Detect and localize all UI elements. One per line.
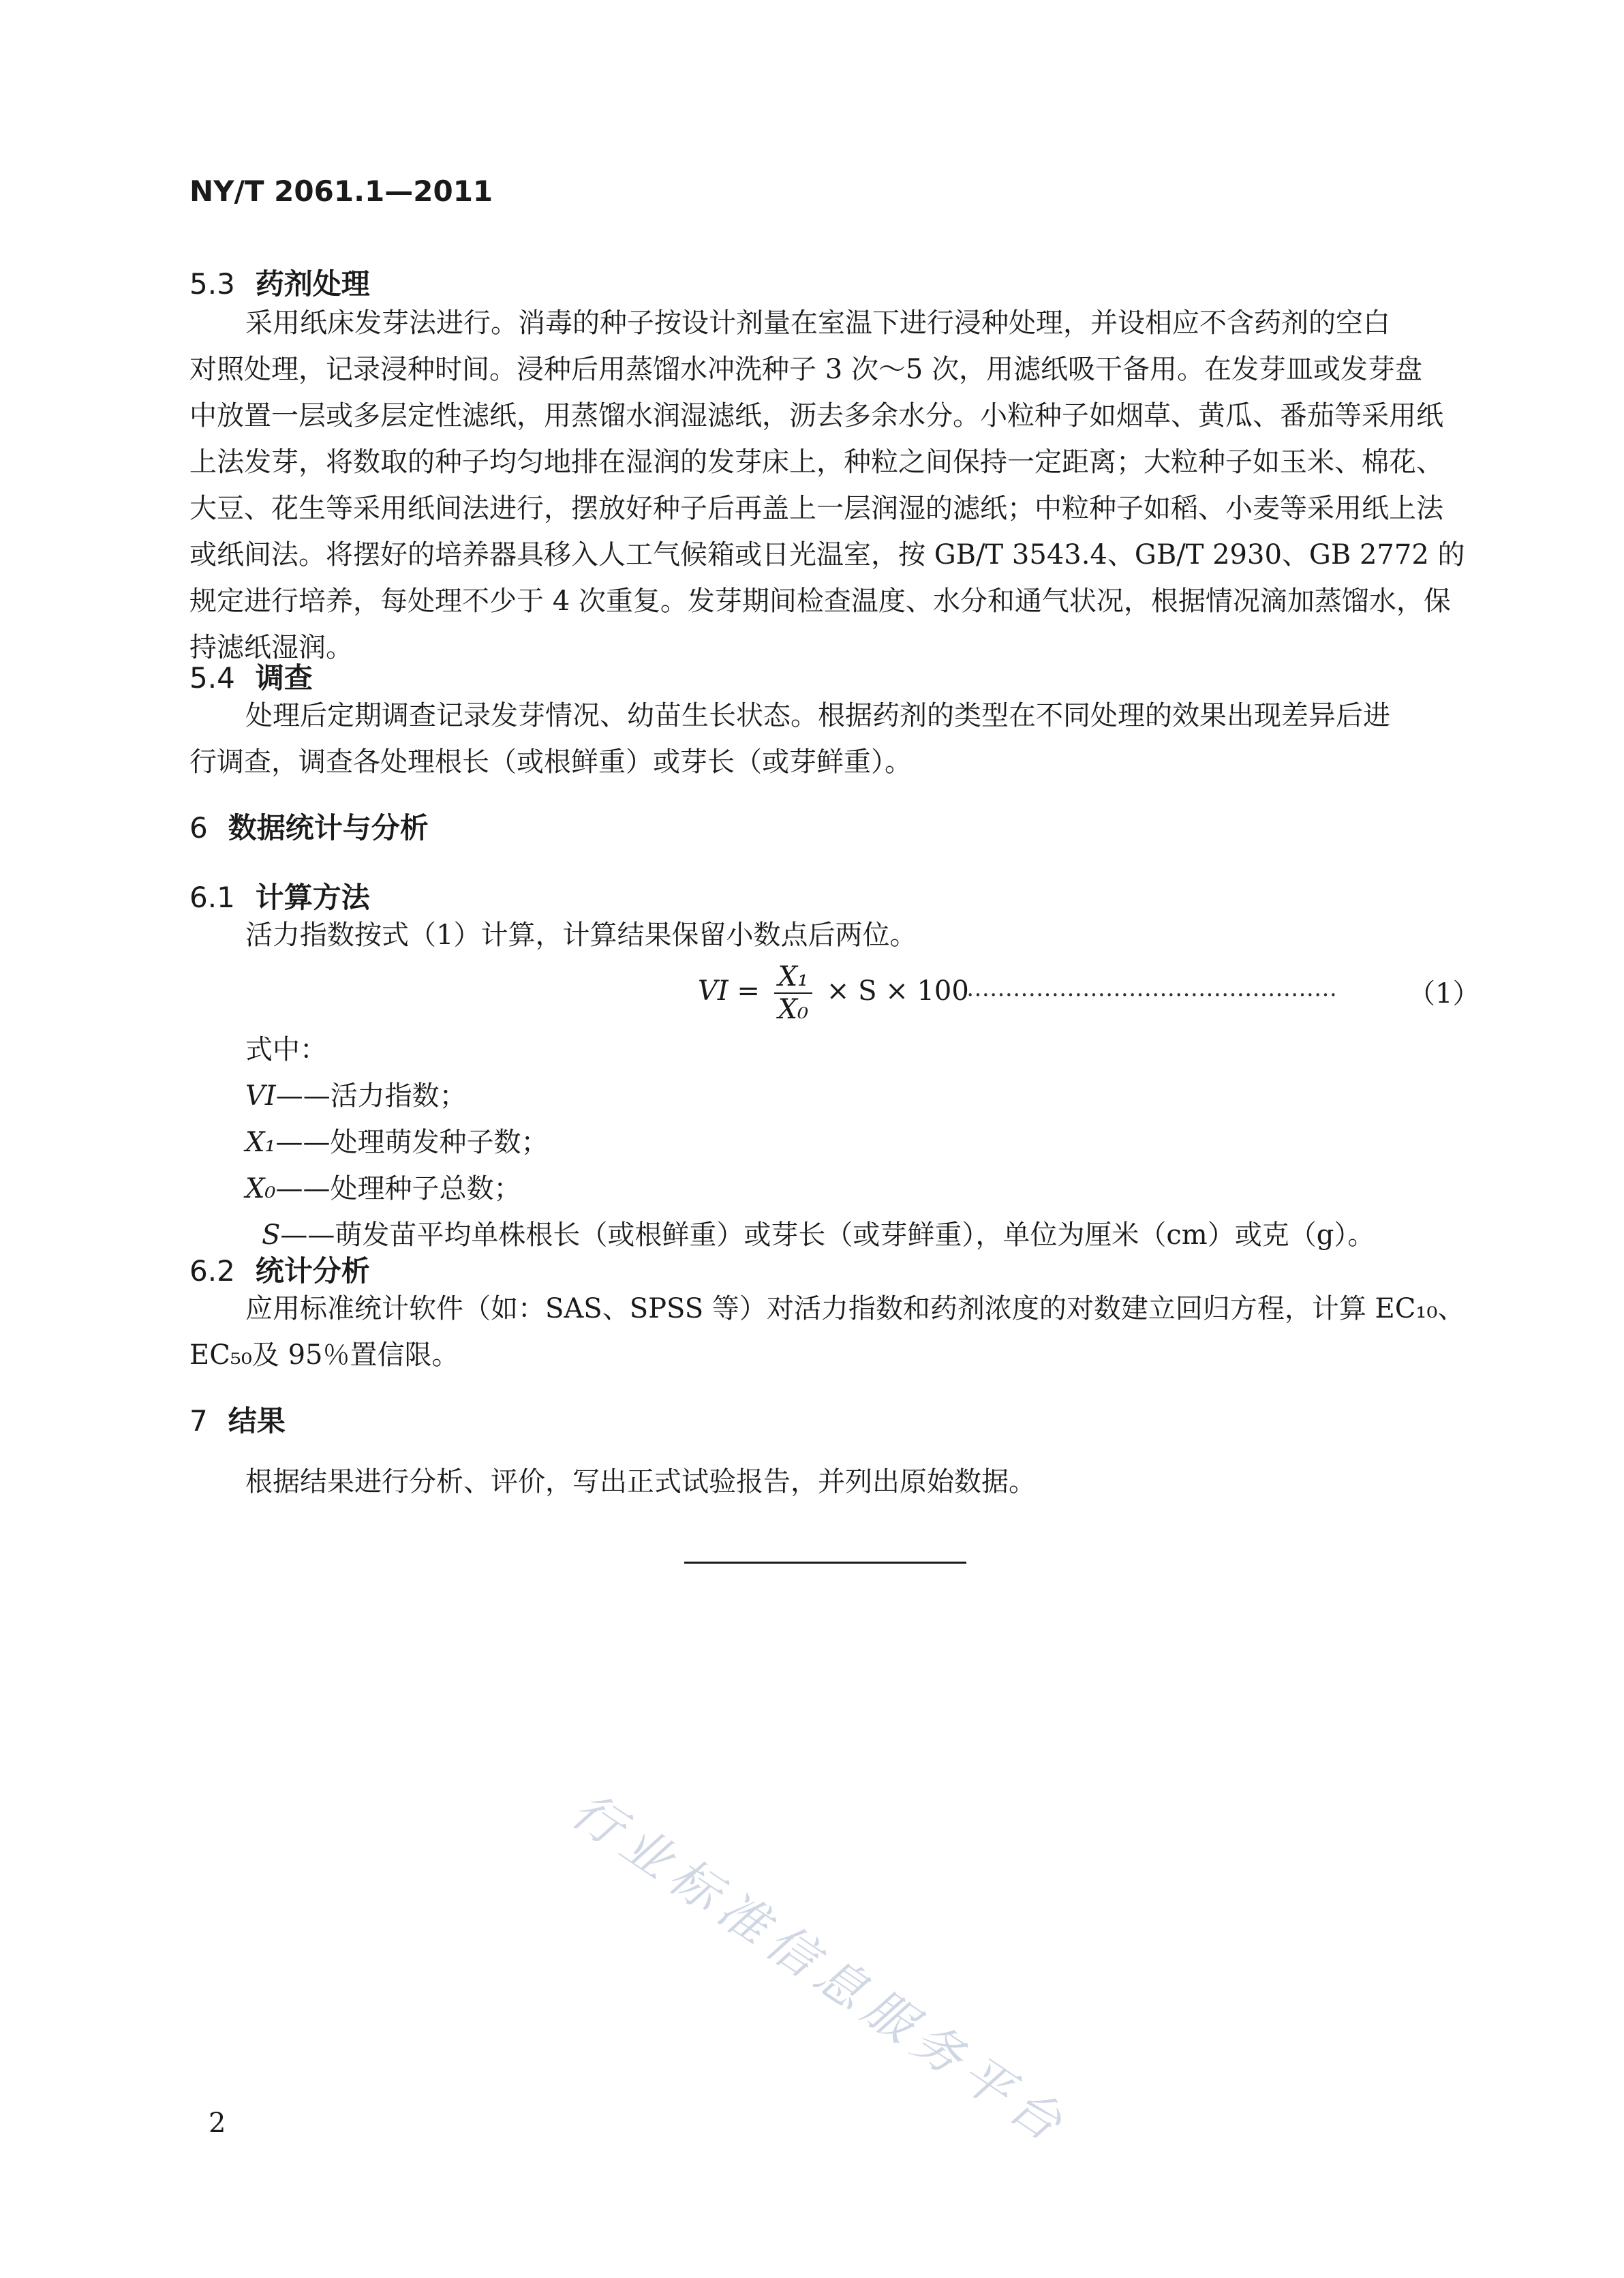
formula-1 xyxy=(698,961,969,1025)
dash: —— xyxy=(275,1127,331,1158)
symbol: X₁ xyxy=(245,1127,276,1158)
paragraph-line: 中放置一层或多层定性滤纸，用蒸馏水润湿滤纸，沥去多余水分。小粒种子如烟草、黄瓜、番茄等采用纸 xyxy=(189,400,1443,431)
paragraph-line: 或纸间法。将摆好的培养器具移入人工气候箱或日光温室，按 GB/T 3543.4、GB/T 2930、GB 2772 的 xyxy=(189,539,1465,571)
section-title: 数据统计与分析 xyxy=(228,811,429,845)
section-title: 结果 xyxy=(228,1404,286,1438)
definition-x1 xyxy=(245,1119,1375,1166)
section-number: 6.1 xyxy=(189,881,235,914)
section-5-4-body xyxy=(189,693,1390,785)
paragraph-line: EC₅₀及 95％置信限。 xyxy=(189,1339,459,1371)
paragraph-line: 应用标准统计软件（如：SAS、SPSS 等）对活力指数和药剂浓度的对数建立回归方程，计算 EC₁₀、 xyxy=(245,1293,1465,1324)
paragraph-line: 大豆、花生等采用纸间法进行，摆放好种子后再盖上一层润湿的滤纸；中粒种子如稻、小麦等采用纸上法 xyxy=(189,493,1443,524)
formula-intro: 活力指数按式（1）计算，计算结果保留小数点后两位。 xyxy=(245,920,917,951)
paragraph-line: 持滤纸湿润。 xyxy=(189,632,353,663)
section-number: 5.4 xyxy=(189,661,235,695)
description: 活力指数； xyxy=(330,1080,467,1112)
fraction-denominator: X₀ xyxy=(778,994,809,1025)
formula-leader-dots: ………………………………………… xyxy=(966,975,1337,1002)
section-number: 6.2 xyxy=(189,1254,235,1288)
section-title: 调查 xyxy=(255,661,313,695)
section-number: 5.3 xyxy=(189,267,235,301)
document-id: NY/T 2061.1—2011 xyxy=(189,174,493,208)
paragraph-line: 上法发芽，将数取的种子均匀地排在湿润的发芽床上，种粒之间保持一定距离；大粒种子如玉米、棉花、 xyxy=(189,446,1443,478)
section-6-heading xyxy=(189,806,429,847)
watermark: 行业标准信息服务平台 xyxy=(562,1781,1080,2157)
dash: —— xyxy=(280,1219,335,1251)
paragraph-line: 采用纸床发芽法进行。消毒的种子按设计剂量在室温下进行浸种处理，并设相应不含药剂的空白 xyxy=(245,307,1390,339)
paragraph-line: 行调查，调查各处理根长（或根鲜重）或芽长（或芽鲜重）。 xyxy=(189,746,912,778)
description: 处理萌发种子数； xyxy=(330,1127,549,1158)
paragraph-line: 对照处理，记录浸种时间。浸种后用蒸馏水冲洗种子 3 次～5 次，用滤纸吸干备用。在发芽皿或发芽盘 xyxy=(189,354,1423,385)
section-7-body xyxy=(245,1459,1036,1505)
paragraph-line: 根据结果进行分析、评价，写出正式试验报告，并列出原始数据。 xyxy=(245,1466,1036,1498)
formula-fraction xyxy=(774,961,813,1025)
section-number: 7 xyxy=(189,1404,208,1438)
section-7-heading xyxy=(189,1399,286,1440)
section-6-2-heading xyxy=(189,1249,370,1290)
description: 萌发苗平均单株根长（或根鲜重）或芽长（或芽鲜重），单位为厘米（cm）或克（g）。 xyxy=(335,1219,1375,1251)
paragraph-line: 规定进行培养，每处理不少于 4 次重复。发芽期间检查温度、水分和通气状况，根据情况滴加蒸馏水，保 xyxy=(189,586,1451,617)
definition-x0 xyxy=(245,1166,1375,1212)
section-5-4-heading xyxy=(189,656,313,697)
section-6-1-heading xyxy=(189,875,370,916)
equation-number: （1） xyxy=(1408,978,1480,1009)
symbol: X₀ xyxy=(245,1173,276,1204)
paragraph-line: 处理后定期调查记录发芽情况、幼苗生长状态。根据药剂的类型在不同处理的效果出现差异后进 xyxy=(245,700,1390,731)
page-number: 2 xyxy=(209,2108,226,2139)
description: 处理种子总数； xyxy=(330,1173,521,1204)
section-title: 计算方法 xyxy=(255,881,370,914)
symbol: VI xyxy=(245,1080,276,1112)
end-rule xyxy=(684,1562,966,1564)
section-6-2-body xyxy=(189,1286,1465,1378)
section-number: 6 xyxy=(189,811,208,845)
dash: —— xyxy=(275,1080,331,1112)
section-title: 药剂处理 xyxy=(255,267,370,301)
definition-list xyxy=(245,1073,1375,1258)
definition-s xyxy=(262,1212,1375,1258)
symbol: S xyxy=(262,1219,281,1251)
section-5-3-body xyxy=(189,300,1465,671)
dash: —— xyxy=(275,1173,331,1204)
section-5-3-heading xyxy=(189,262,370,303)
section-title: 统计分析 xyxy=(255,1254,370,1288)
fraction-numerator: X₁ xyxy=(774,961,813,994)
definition-vi xyxy=(245,1073,1375,1119)
formula-lhs: VI = xyxy=(698,975,760,1007)
where-label: 式中： xyxy=(245,1034,327,1065)
formula-rhs: × S × 100 xyxy=(826,975,969,1007)
